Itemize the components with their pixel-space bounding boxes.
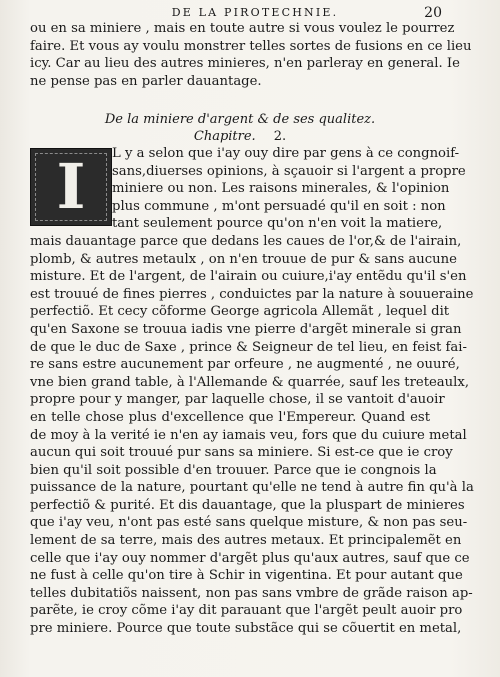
text-line: bien qu'il soit possible d'en trouuer. Parce que ie congnois la <box>30 462 437 478</box>
text-line: pre miniere. Pource que toute substãce qui se cõuertit en metal, <box>30 621 462 637</box>
text-line: faire. Et vous ay voulu monstrer telles sortes de fusions en ce lieu <box>30 38 472 54</box>
text-line: aucun qui soit trouué pur sans sa miniere. Si est-ce que ie croy <box>30 445 453 461</box>
intro-paragraph <box>30 20 472 90</box>
chapter-title: De la miniere d'argent & de ses qualitez. <box>104 112 376 127</box>
text-line: celle que i'ay ouy nommer d'argẽt plus qu'aux autres, sauf que ce <box>30 550 470 566</box>
text-line: perfectiõ. Et cecy cõforme George agricola Allemãt , lequel dit <box>30 304 450 320</box>
text-line: puissance de la nature, pourtant qu'elle ne tend à autre fin qu'à la <box>30 480 474 496</box>
drop-cap-letter: I <box>56 150 86 223</box>
text-line: en telle chose plus d'excellence que l'Empereur. Quand est <box>30 409 430 425</box>
text-line: sans,diuerses opinions, à sçauoir si l'argent a propre <box>112 163 466 179</box>
chapter-number: 2. <box>273 129 287 144</box>
text-line: plomb, & autres metaulx , on n'en trouue de pur & sans aucune <box>30 251 457 267</box>
chapter-label-text: Chapitre. <box>193 129 256 144</box>
chapter-body <box>30 145 474 638</box>
text-line: perfectiõ & purité. Et dis dauantage, que la pluspart de minieres <box>30 497 465 513</box>
text-line: ou en sa miniere , mais en toute autre si vous voulez le pourrez <box>30 21 455 36</box>
text-line: tant seulement pource qu'on n'en voit la matiere, <box>112 216 443 232</box>
text-line: propre pour y manger, par laquelle chose, il se vantoit d'auoir <box>30 392 445 408</box>
text-line: que i'ay veu, n'ont pas esté sans quelque misture, & non pas seu- <box>30 515 468 531</box>
text-line: parẽte, ie croy cõme i'ay dit parauant que l'argẽt peult auoir pro <box>30 603 463 619</box>
text-line: vne bien grand table, à l'Allemande & quarrée, sauf les treteaulx, <box>30 374 470 390</box>
text-line: misture. Et de l'argent, de l'airain ou cuiure,i'ay entẽdu qu'il s'en <box>30 269 467 285</box>
indented-lines <box>30 145 466 233</box>
text-line: qu'en Saxone se trouua iadis vne pierre d'argẽt minerale si gran <box>30 321 462 337</box>
text-line: est trouué de fines pierres , conduictes par la nature à souueraine <box>30 286 474 302</box>
text-line: plus commune , m'ont persuadé qu'il en soit : non <box>112 198 446 214</box>
text-line: miniere ou non. Les raisons minerales, & l'opinion <box>112 181 450 197</box>
text-line: mais dauantage parce que dedans les caues de l'or,& de l'airain, <box>30 233 462 249</box>
text-line: re sans estre aucunement par orfeure , ne augmenté , ne ouuré, <box>30 357 460 373</box>
running-head: DE LA PIROTECHNIE. <box>171 6 339 19</box>
text-line: de moy à la verité ie n'en ay iamais veu, fors que du cuiure metal <box>30 427 467 443</box>
text-line: telles dubitatiõs naissent, non pas sans vmbre de grãde raison ap- <box>30 585 473 601</box>
chapter-heading <box>90 111 390 145</box>
text-line: ne pense pas en parler dauantage. <box>30 73 262 89</box>
text-line: de que le duc de Saxe , prince & Seigneur de tel lieu, en feist fai- <box>30 339 467 355</box>
text-line: icy. Car au lieu des autres minieres, n'en parleray en general. Ie <box>30 56 460 72</box>
page-number: 20 <box>424 5 442 21</box>
text-line: lement de sa terre, mais des autres metaux. Et principalemẽt en <box>30 533 462 549</box>
text-line: ne fust à celle qu'on tire à Schir in vigentina. Et pour autant que <box>30 568 463 584</box>
text-line: L y a selon que i'ay ouy dire par gens à ce congnoif- <box>112 146 460 161</box>
chapter-label <box>90 128 390 145</box>
